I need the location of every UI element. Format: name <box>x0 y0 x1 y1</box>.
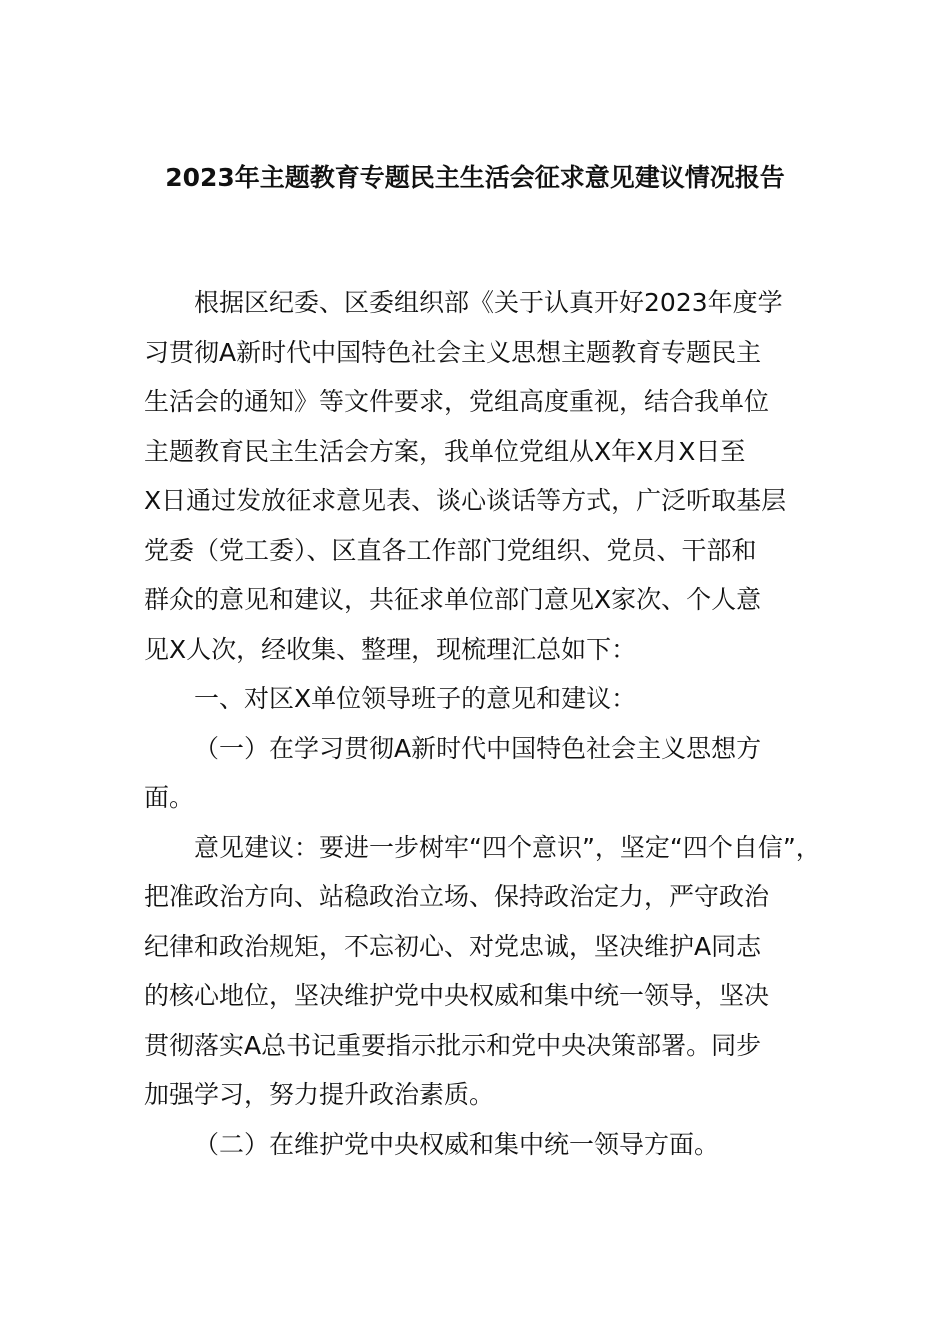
body-line: 主题教育民主生活会方案，我单位党组从X年X月X日至 <box>144 437 746 466</box>
body-line: 纪律和政治规矩，不忘初心、对党忠诚，坚决维护A同志 <box>144 932 762 961</box>
body-line: 党委（党工委）、区直各工作部门党组织、党员、干部和 <box>144 536 757 565</box>
body-line: X日通过发放征求意见表、谈心谈话等方式，广泛听取基层 <box>144 486 787 515</box>
subsection-heading: （二）在维护党中央权威和集中统一领导方面。 <box>194 1130 720 1159</box>
body-line: 的核心地位，坚决维护党中央权威和集中统一领导，坚决 <box>144 981 770 1010</box>
body-line: 加强学习，努力提升政治素质。 <box>144 1080 495 1109</box>
body-line: 意见建议：要进一步树牢“四个意识”，坚定“四个自信”， <box>194 833 821 862</box>
body-line: 见X人次，经收集、整理，现梳理汇总如下： <box>144 635 637 664</box>
document-title: 2023年主题教育专题民主生活会征求意见建议情况报告 <box>165 163 785 192</box>
body-line: 习贯彻A新时代中国特色社会主义思想主题教育专题民主 <box>144 338 762 367</box>
body-line: 面。 <box>144 783 195 812</box>
subsection-heading: （一）在学习贯彻A新时代中国特色社会主义思想方 <box>194 734 762 763</box>
body-line: 群众的意见和建议，共征求单位部门意见X家次、个人意 <box>144 585 762 614</box>
body-line: 根据区纪委、区委组织部《关于认真开好2023年度学 <box>194 288 783 317</box>
body-line: 贯彻落实A总书记重要指示批示和党中央决策部署。同步 <box>144 1031 762 1060</box>
body-line: 生活会的通知》等文件要求，党组高度重视，结合我单位 <box>144 387 770 416</box>
body-line: 把准政治方向、站稳政治立场、保持政治定力，严守政治 <box>144 882 770 911</box>
section-heading: 一、对区X单位领导班子的意见和建议： <box>194 684 637 713</box>
